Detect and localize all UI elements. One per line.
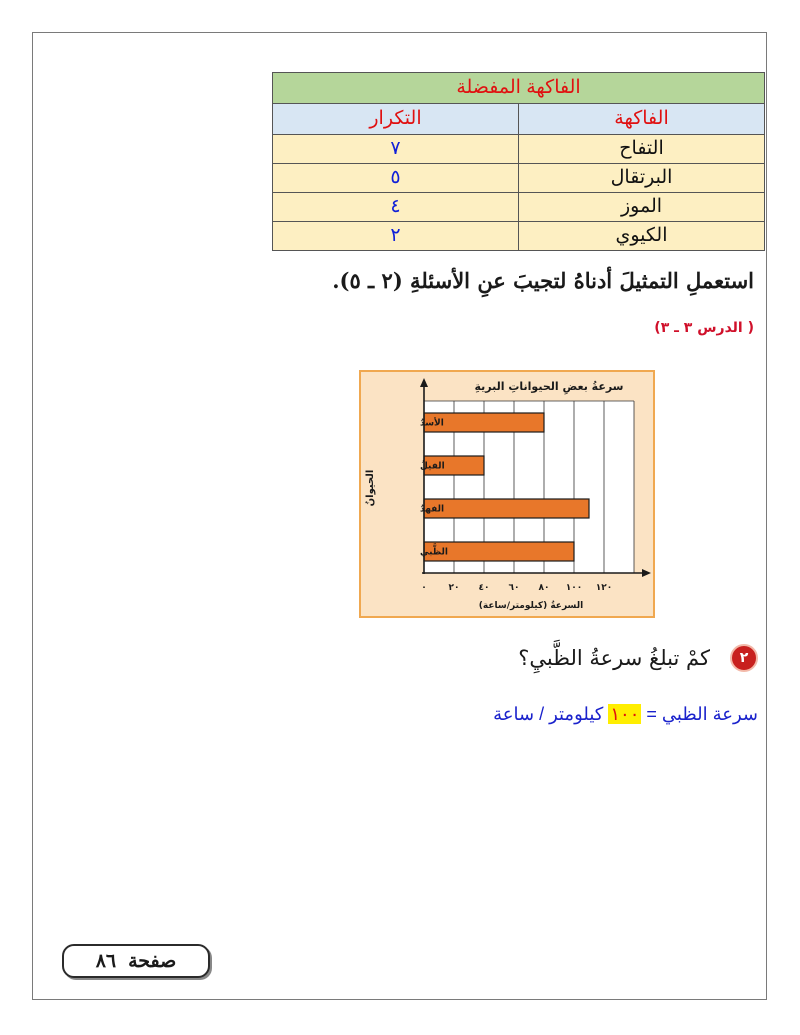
page-number: ٨٦ [95,950,117,972]
x-tick-label: ٦٠ [508,583,520,593]
bar [424,499,589,518]
x-tick-label: ١٢٠ [595,583,613,593]
question-number-badge: ٢ [730,644,758,672]
question-2 [518,644,758,672]
fruit-cell: الكيوي [519,222,765,251]
frequency-cell: ٢ [273,222,519,251]
page-number-badge [62,944,210,978]
frequency-cell: ٥ [273,164,519,193]
fruit-cell: البرتقال [519,164,765,193]
page-label: صفحة [128,950,177,972]
category-label: الفيلُ [420,461,445,472]
lesson-reference: ( الدرس ٣ ـ ٣) [654,320,754,336]
table-row [273,193,765,222]
x-tick-label: ٠ [421,583,427,593]
instruction-text: استعملِ التمثيلَ أدناهُ لتجيبَ عنِ الأسئلةِ (٢ ـ ٥). [332,268,754,293]
category-label: الفهدُ [420,504,445,515]
category-label: الأسدُ [420,418,444,429]
fruit-cell: الموز [519,193,765,222]
table-title: الفاكهة المفضلة [273,73,765,104]
category-label: الظَّبي [420,547,449,558]
frequency-cell: ٤ [273,193,519,222]
x-tick-label: ٢٠ [448,583,460,593]
fruit-cell: التفاح [519,135,765,164]
chart-title: سرعةُ بعضِ الحيواناتِ البريةِ [474,380,624,393]
frequency-cell: ٧ [273,135,519,164]
x-tick-label: ٨٠ [538,583,550,593]
table-row [273,164,765,193]
y-axis-label: الحيوانُ [365,469,376,507]
question-text: كمْ تبلغُ سرعةُ الظَّبيِ؟ [518,646,710,670]
table-row [273,135,765,164]
x-tick-label: ١٠٠ [565,583,583,593]
header-frequency: التكرار [273,104,519,135]
table-row [273,222,765,251]
answer-prefix: سرعة الظبي = [646,704,758,724]
answer-value-highlight: ١٠٠ [610,704,640,724]
header-fruit: الفاكهة [519,104,765,135]
answer-line [493,704,758,725]
x-tick-label: ٤٠ [478,583,490,593]
speed-chart [359,370,655,618]
answer-suffix: كيلومتر / ساعة [493,704,604,724]
chart-svg [359,370,655,618]
fruit-table [272,72,765,251]
x-axis-label: السرعةُ (كيلومتر/ساعة) [478,601,584,611]
